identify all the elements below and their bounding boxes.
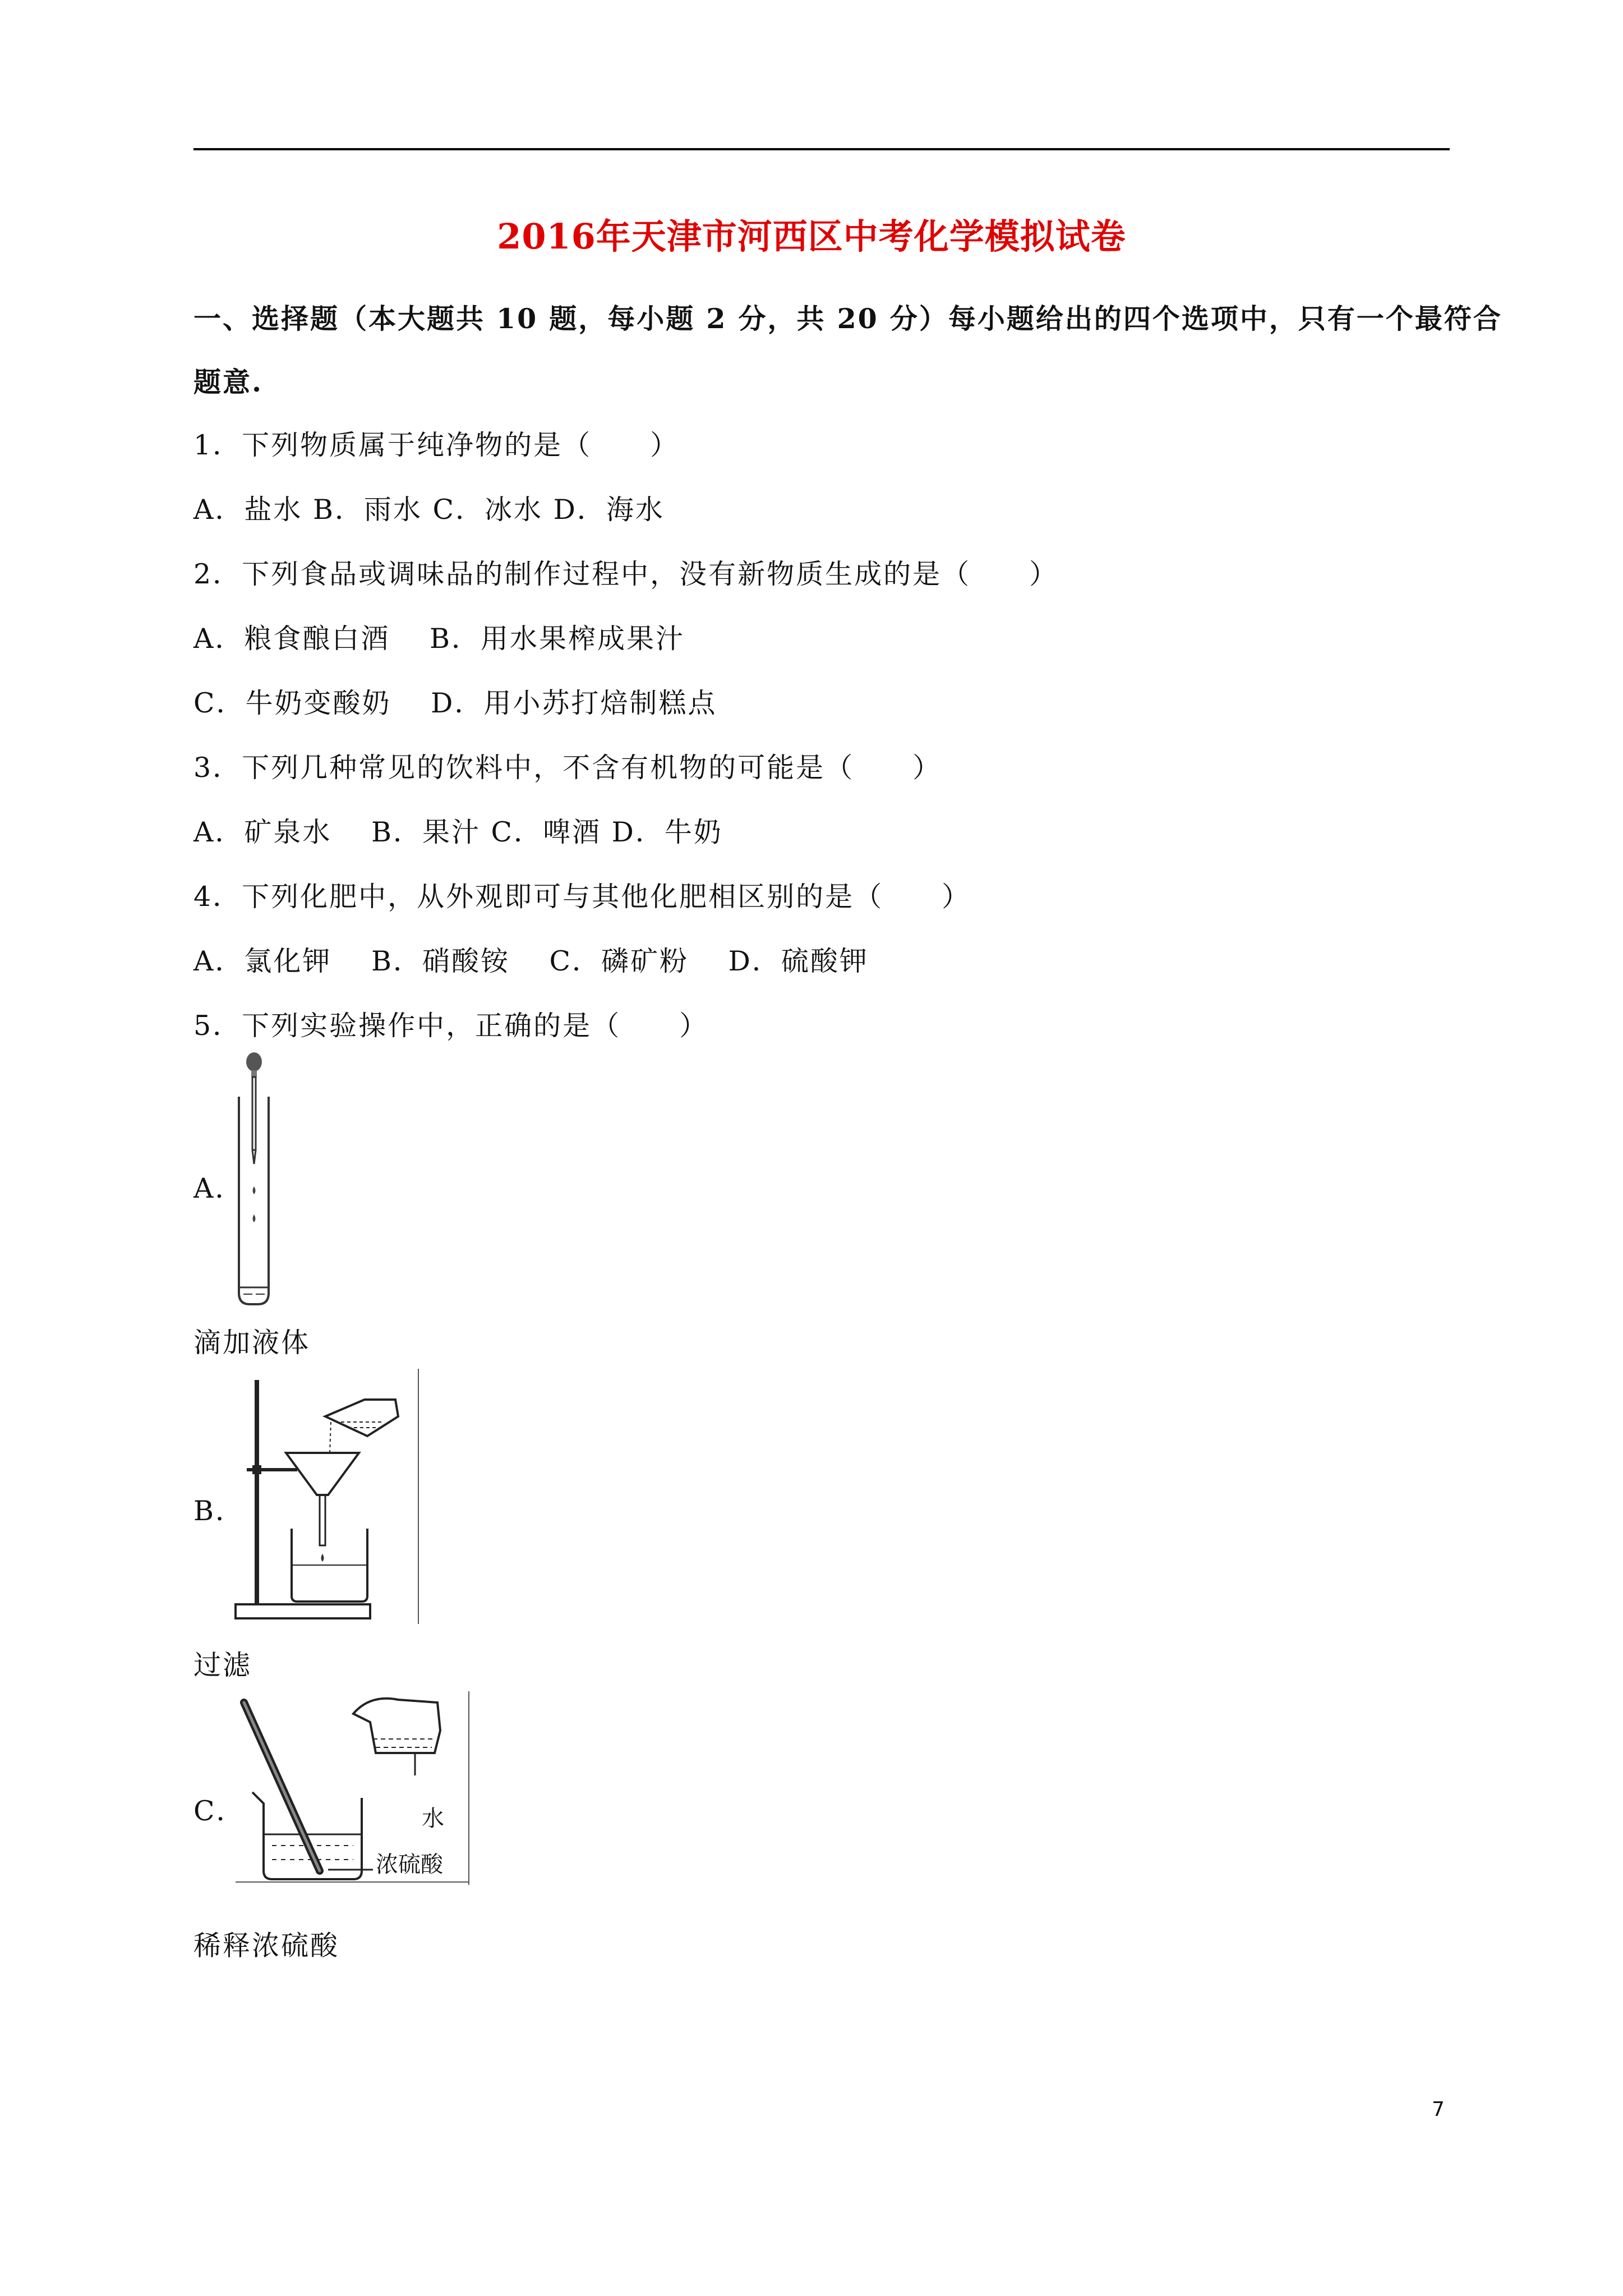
dropper-test-tube-figure	[230, 1052, 275, 1307]
water-label: 水	[422, 1806, 444, 1832]
question-1-stem: 1．下列物质属于纯净物的是（ ）	[193, 429, 680, 461]
question-4-options: A．氯化钾 B．硝酸铵 C．磷矿粉 D．硫酸钾	[193, 945, 869, 977]
question-5-stem: 5．下列实验操作中，正确的是（ ）	[193, 1010, 709, 1042]
header-rule	[193, 148, 1450, 150]
option-b-caption: 过滤	[193, 1649, 252, 1681]
section-heading-line1: 一、选择题（本大题共 10 题，每小题 2 分，共 20 分）每小题给出的四个选项中，只有一个最符合	[193, 302, 1502, 335]
question-2-options-line1: A．粮食酿白酒 B．用水果榨成果汁	[193, 623, 685, 655]
question-4-stem: 4．下列化肥中，从外观即可与其他化肥相区别的是（ ）	[193, 881, 971, 913]
question-2-options-line2: C．牛奶变酸奶 D．用小苏打焙制糕点	[193, 687, 717, 719]
option-c-letter: C．	[193, 1795, 246, 1827]
question-1-options: A．盐水 B．雨水 C．冰水 D．海水	[193, 494, 665, 526]
question-2-stem: 2．下列食品或调味品的制作过程中，没有新物质生成的是（ ）	[193, 558, 1059, 590]
question-3-options: A．矿泉水 B．果汁 C．啤酒 D．牛奶	[193, 816, 723, 848]
option-c-caption: 稀释浓硫酸	[193, 1930, 340, 1962]
question-3-stem: 3．下列几种常见的饮料中，不含有机物的可能是（ ）	[193, 752, 942, 784]
page-number: 7	[1432, 2098, 1445, 2121]
page-title: 2016年天津市河西区中考化学模拟试卷	[497, 216, 1126, 257]
option-a-letter: A．	[193, 1172, 245, 1204]
section-heading-line2: 题意.	[193, 366, 264, 398]
concentrated-sulfuric-acid-label: 浓硫酸	[376, 1852, 443, 1878]
option-a-caption: 滴加液体	[193, 1327, 311, 1359]
filtration-apparatus-figure	[230, 1369, 421, 1624]
option-b-letter: B．	[193, 1495, 245, 1527]
